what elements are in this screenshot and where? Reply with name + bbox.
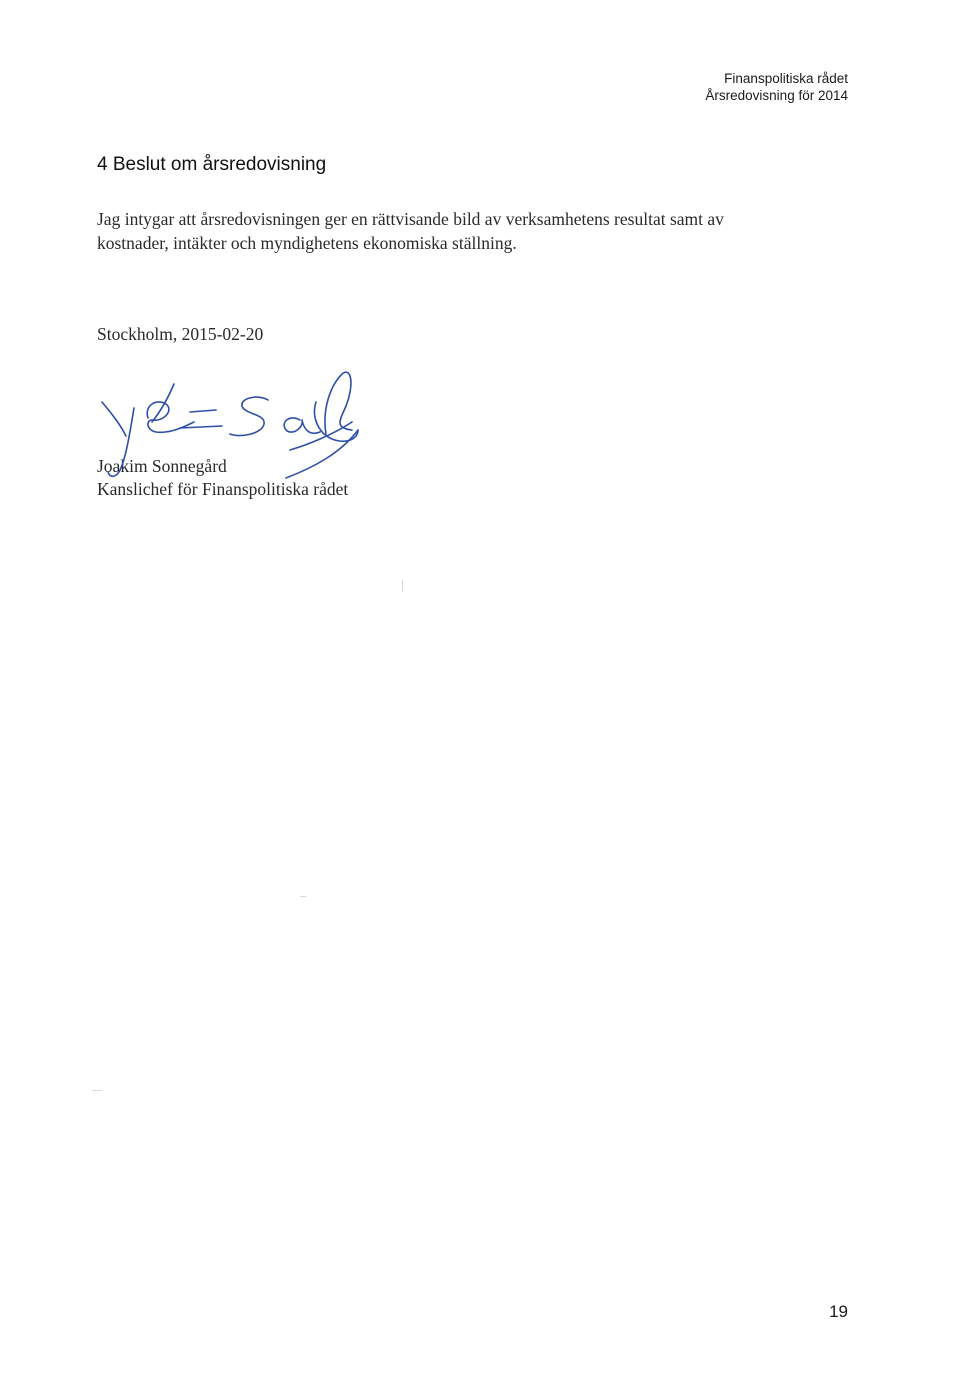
signer-title: Kanslichef för Finanspolitiska rådet [97, 479, 349, 499]
header-report-title: Årsredovisning för 2014 [705, 88, 848, 103]
place-and-date: Stockholm, 2015-02-20 [97, 324, 264, 344]
scan-speck [92, 1090, 102, 1091]
page-number: 19 [829, 1302, 848, 1321]
statement-paragraph [97, 207, 817, 255]
signer-name: Joakim Sonnegård [97, 456, 227, 476]
page-header [705, 70, 848, 104]
scan-speck [300, 896, 306, 897]
header-organization: Finanspolitiska rådet [724, 71, 848, 86]
scan-speck [402, 580, 403, 592]
statement-line-1: Jag intygar att årsredovisningen ger en rättvisande bild av verksamhetens resultat samt av [97, 209, 724, 229]
handwritten-signature [90, 362, 380, 502]
section-title: 4 Beslut om årsredovisning [97, 154, 327, 175]
statement-line-2: kostnader, intäkter och myndighetens ekonomiska ställning. [97, 233, 517, 253]
